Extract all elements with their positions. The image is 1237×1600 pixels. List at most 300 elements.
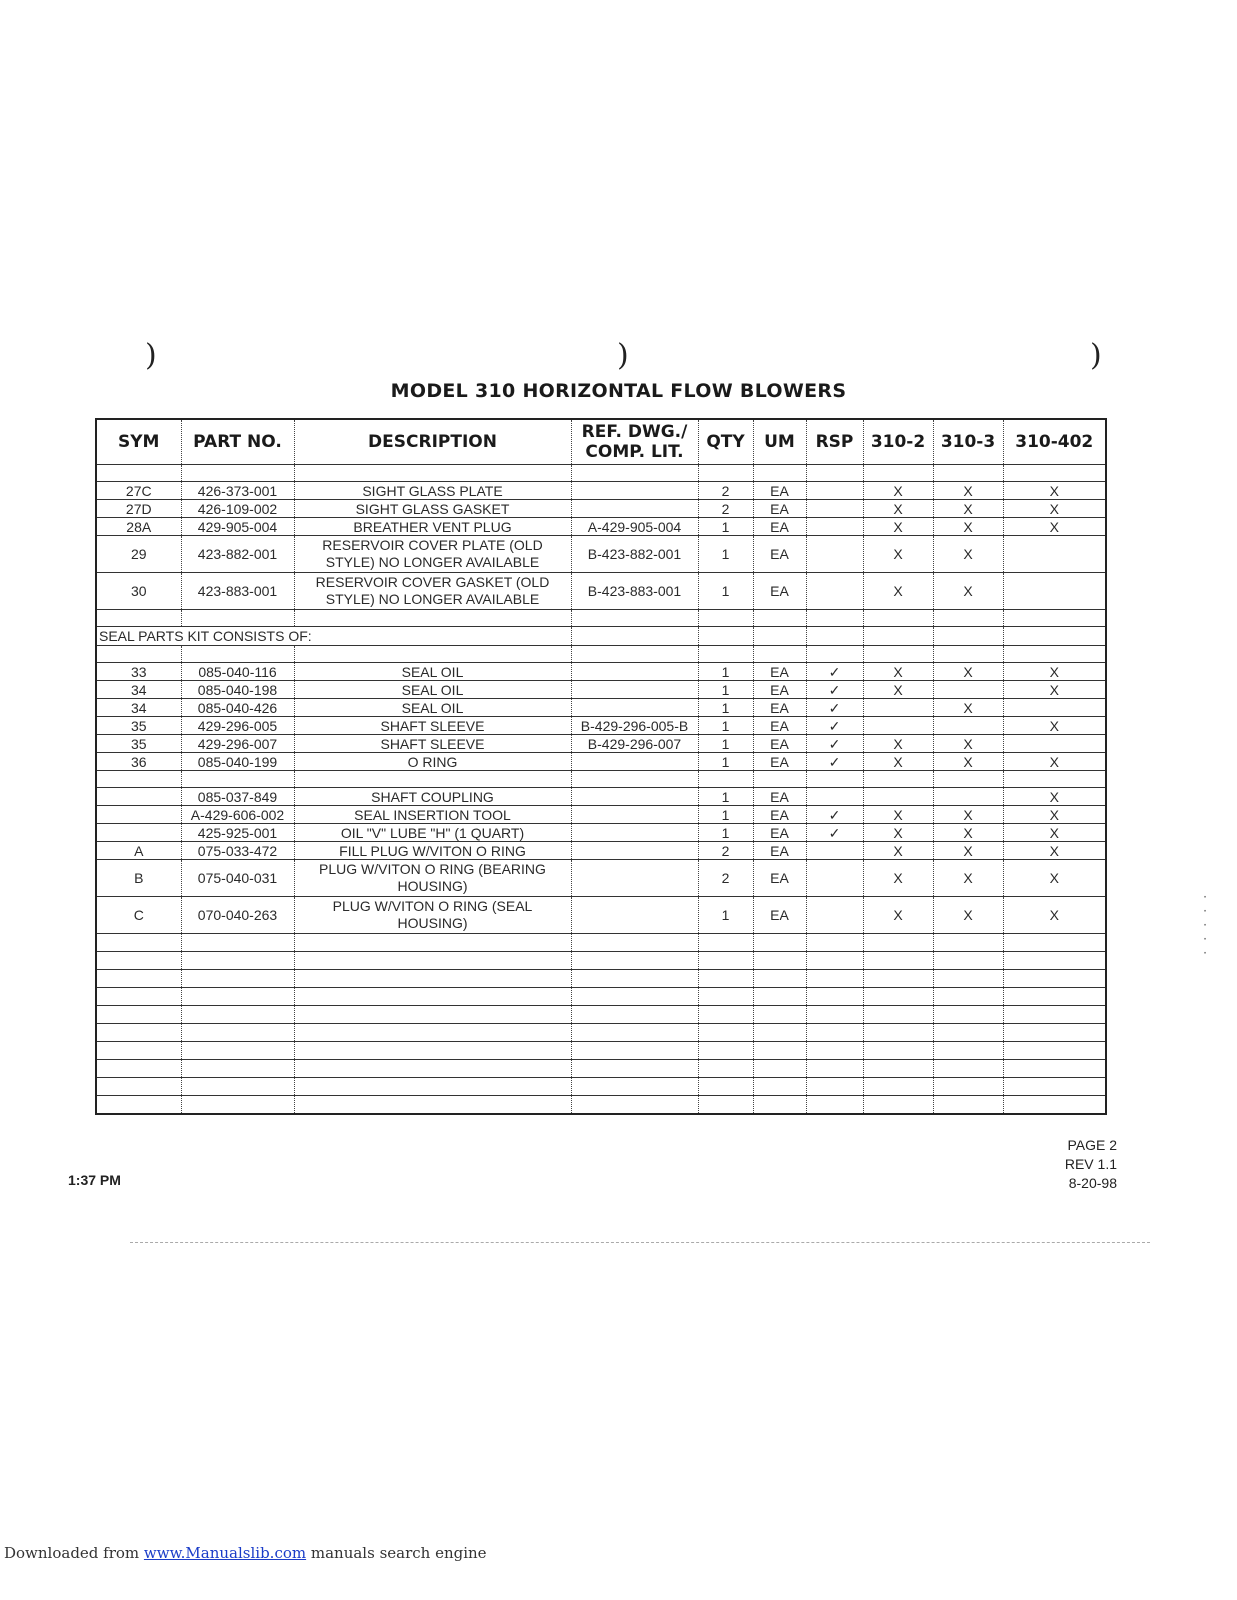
sym-cell: 33	[96, 663, 181, 681]
empty-cell	[698, 934, 753, 952]
empty-cell	[96, 1006, 181, 1024]
empty-cell	[571, 646, 698, 663]
ref-dwg-cell	[571, 788, 698, 806]
empty-cell	[96, 1042, 181, 1060]
empty-cell	[863, 970, 933, 988]
blank-row	[96, 988, 1106, 1006]
rsp-cell: ✓	[806, 824, 863, 842]
description-cell: SHAFT SLEEVE	[294, 717, 571, 735]
section-row	[96, 627, 1106, 646]
empty-cell	[863, 646, 933, 663]
header-sym: SYM	[96, 419, 181, 465]
um-cell: EA	[753, 717, 806, 735]
download-watermark	[4, 1544, 487, 1562]
table-row	[96, 717, 1106, 735]
ref-dwg-cell: B-423-882-001	[571, 536, 698, 573]
empty-cell	[863, 1006, 933, 1024]
empty-cell	[181, 646, 294, 663]
empty-cell	[806, 1060, 863, 1078]
um-cell: EA	[753, 860, 806, 897]
310-402-cell: X	[1003, 482, 1106, 500]
empty-cell	[806, 1096, 863, 1115]
rsp-cell	[806, 536, 863, 573]
310-3-cell: X	[933, 500, 1003, 518]
empty-cell	[181, 934, 294, 952]
rsp-cell	[806, 518, 863, 536]
310-402-cell: X	[1003, 717, 1106, 735]
manualslib-link[interactable]: www.Manualslib.com	[143, 1544, 307, 1562]
empty-cell	[571, 988, 698, 1006]
empty-cell	[933, 952, 1003, 970]
empty-cell	[571, 1006, 698, 1024]
description-cell: SHAFT SLEEVE	[294, 735, 571, 753]
empty-cell	[1003, 771, 1106, 788]
print-time: 1:37 PM	[68, 1172, 121, 1188]
empty-cell	[698, 771, 753, 788]
empty-cell	[571, 952, 698, 970]
blank-row	[96, 1078, 1106, 1096]
empty-cell	[863, 934, 933, 952]
empty-cell	[294, 1078, 571, 1096]
310-2-cell: X	[863, 518, 933, 536]
spacer-row	[96, 610, 1106, 627]
part-no-cell: 085-040-426	[181, 699, 294, 717]
empty-cell	[1003, 627, 1106, 646]
ref-dwg-cell	[571, 824, 698, 842]
part-no-cell: 075-040-031	[181, 860, 294, 897]
header-rsp: RSP	[806, 419, 863, 465]
310-3-cell: X	[933, 536, 1003, 573]
rsp-cell: ✓	[806, 681, 863, 699]
empty-cell	[698, 610, 753, 627]
empty-cell	[806, 952, 863, 970]
parts-table-body	[96, 465, 1106, 1115]
310-3-cell: X	[933, 806, 1003, 824]
empty-cell	[698, 1060, 753, 1078]
empty-cell	[753, 771, 806, 788]
empty-cell	[1003, 1078, 1106, 1096]
ref-dwg-cell	[571, 482, 698, 500]
description-cell: SEAL OIL	[294, 681, 571, 699]
header-310-2: 310-2	[863, 419, 933, 465]
empty-cell	[181, 1006, 294, 1024]
empty-cell	[806, 988, 863, 1006]
empty-cell	[1003, 970, 1106, 988]
blank-row	[96, 1096, 1106, 1115]
qty-cell: 1	[698, 699, 753, 717]
part-no-cell: 070-040-263	[181, 897, 294, 934]
310-3-cell: X	[933, 897, 1003, 934]
empty-cell	[1003, 1006, 1106, 1024]
qty-cell: 1	[698, 681, 753, 699]
part-no-cell: 426-109-002	[181, 500, 294, 518]
empty-cell	[863, 1060, 933, 1078]
rsp-cell	[806, 897, 863, 934]
empty-cell	[96, 970, 181, 988]
header-description: DESCRIPTION	[294, 419, 571, 465]
empty-cell	[698, 646, 753, 663]
empty-cell	[933, 1096, 1003, 1115]
empty-cell	[753, 1078, 806, 1096]
sym-cell	[96, 806, 181, 824]
310-2-cell: X	[863, 573, 933, 610]
empty-cell	[933, 627, 1003, 646]
description-cell: SIGHT GLASS PLATE	[294, 482, 571, 500]
part-no-cell: 425-925-001	[181, 824, 294, 842]
page-title: MODEL 310 HORIZONTAL FLOW BLOWERS	[390, 380, 847, 402]
table-row	[96, 536, 1106, 573]
empty-cell	[294, 1042, 571, 1060]
table-row	[96, 753, 1106, 771]
revision: REV 1.1	[1064, 1156, 1117, 1172]
310-402-cell: X	[1003, 753, 1106, 771]
empty-cell	[863, 1042, 933, 1060]
rsp-cell: ✓	[806, 806, 863, 824]
empty-cell	[571, 610, 698, 627]
empty-cell	[933, 610, 1003, 627]
310-402-cell: X	[1003, 897, 1106, 934]
table-row	[96, 842, 1106, 860]
empty-cell	[753, 465, 806, 482]
empty-cell	[294, 1006, 571, 1024]
310-402-cell	[1003, 573, 1106, 610]
table-row	[96, 860, 1106, 897]
blank-row	[96, 1024, 1106, 1042]
310-2-cell	[863, 699, 933, 717]
310-2-cell: X	[863, 663, 933, 681]
description-cell: BREATHER VENT PLUG	[294, 518, 571, 536]
table-header-row	[96, 419, 1106, 465]
part-no-cell: 426-373-001	[181, 482, 294, 500]
spacer-row	[96, 646, 1106, 663]
empty-cell	[1003, 646, 1106, 663]
sym-cell: 35	[96, 717, 181, 735]
empty-cell	[753, 988, 806, 1006]
empty-cell	[753, 610, 806, 627]
watermark-prefix: Downloaded from	[4, 1544, 144, 1562]
blank-row	[96, 1042, 1106, 1060]
qty-cell: 1	[698, 573, 753, 610]
empty-cell	[96, 771, 181, 788]
empty-cell	[294, 465, 571, 482]
310-2-cell	[863, 788, 933, 806]
empty-cell	[181, 1060, 294, 1078]
header-um: UM	[753, 419, 806, 465]
header-ref-dwg: REF. DWG./ COMP. LIT.	[571, 419, 698, 465]
empty-cell	[698, 970, 753, 988]
part-no-cell: 075-033-472	[181, 842, 294, 860]
ref-dwg-cell	[571, 806, 698, 824]
empty-cell	[181, 952, 294, 970]
sym-cell	[96, 824, 181, 842]
scan-dashed-rule	[130, 1242, 1150, 1243]
qty-cell: 1	[698, 806, 753, 824]
empty-cell	[1003, 1042, 1106, 1060]
empty-cell	[933, 934, 1003, 952]
um-cell: EA	[753, 897, 806, 934]
sym-cell: 28A	[96, 518, 181, 536]
qty-cell: 2	[698, 842, 753, 860]
empty-cell	[933, 988, 1003, 1006]
empty-cell	[933, 1078, 1003, 1096]
rsp-cell	[806, 500, 863, 518]
310-3-cell: X	[933, 735, 1003, 753]
empty-cell	[571, 970, 698, 988]
binder-hole-mark-center: )	[617, 338, 629, 373]
empty-cell	[571, 1096, 698, 1115]
table-row	[96, 500, 1106, 518]
empty-cell	[753, 970, 806, 988]
description-cell: SEAL OIL	[294, 663, 571, 681]
table-row	[96, 482, 1106, 500]
part-no-cell: 085-040-116	[181, 663, 294, 681]
qty-cell: 1	[698, 518, 753, 536]
310-3-cell	[933, 717, 1003, 735]
empty-cell	[863, 465, 933, 482]
310-3-cell: X	[933, 860, 1003, 897]
310-2-cell: X	[863, 860, 933, 897]
um-cell: EA	[753, 536, 806, 573]
310-402-cell	[1003, 536, 1106, 573]
header-qty: QTY	[698, 419, 753, 465]
description-cell: O RING	[294, 753, 571, 771]
rsp-cell	[806, 482, 863, 500]
310-2-cell: X	[863, 753, 933, 771]
qty-cell: 2	[698, 860, 753, 897]
sym-cell: 30	[96, 573, 181, 610]
empty-cell	[294, 934, 571, 952]
310-402-cell: X	[1003, 788, 1106, 806]
ref-dwg-cell: B-423-883-001	[571, 573, 698, 610]
empty-cell	[698, 988, 753, 1006]
empty-cell	[571, 1024, 698, 1042]
empty-cell	[863, 1078, 933, 1096]
310-402-cell: X	[1003, 806, 1106, 824]
table-row	[96, 897, 1106, 934]
310-3-cell: X	[933, 824, 1003, 842]
description-cell: RESERVOIR COVER GASKET (OLD STYLE) NO LONGER AVAILABLE	[294, 573, 571, 610]
qty-cell: 1	[698, 663, 753, 681]
empty-cell	[753, 1096, 806, 1115]
um-cell: EA	[753, 788, 806, 806]
sym-cell: 34	[96, 681, 181, 699]
ref-dwg-cell	[571, 500, 698, 518]
rsp-cell	[806, 842, 863, 860]
table-row	[96, 788, 1106, 806]
310-2-cell: X	[863, 806, 933, 824]
empty-cell	[96, 988, 181, 1006]
empty-cell	[1003, 934, 1106, 952]
310-402-cell: X	[1003, 860, 1106, 897]
sym-cell: 27D	[96, 500, 181, 518]
empty-cell	[294, 610, 571, 627]
ref-dwg-cell	[571, 860, 698, 897]
header-part-no: PART NO.	[181, 419, 294, 465]
empty-cell	[698, 1006, 753, 1024]
empty-cell	[1003, 1024, 1106, 1042]
310-3-cell: X	[933, 573, 1003, 610]
description-cell: SHAFT COUPLING	[294, 788, 571, 806]
empty-cell	[753, 1024, 806, 1042]
empty-cell	[571, 1060, 698, 1078]
table-row	[96, 518, 1106, 536]
empty-cell	[698, 627, 753, 646]
um-cell: EA	[753, 753, 806, 771]
empty-cell	[294, 988, 571, 1006]
empty-cell	[294, 1024, 571, 1042]
table-row	[96, 663, 1106, 681]
description-cell: RESERVOIR COVER PLATE (OLD STYLE) NO LONGER AVAILABLE	[294, 536, 571, 573]
part-no-cell: 429-905-004	[181, 518, 294, 536]
section-label: SEAL PARTS KIT CONSISTS OF:	[96, 627, 571, 646]
description-cell: PLUG W/VITON O RING (SEAL HOUSING)	[294, 897, 571, 934]
part-no-cell: 423-882-001	[181, 536, 294, 573]
um-cell: EA	[753, 663, 806, 681]
description-cell: PLUG W/VITON O RING (BEARING HOUSING)	[294, 860, 571, 897]
310-402-cell	[1003, 735, 1106, 753]
empty-cell	[806, 627, 863, 646]
empty-cell	[571, 1042, 698, 1060]
qty-cell: 2	[698, 482, 753, 500]
empty-cell	[863, 1024, 933, 1042]
header-310-3: 310-3	[933, 419, 1003, 465]
table-row	[96, 681, 1106, 699]
310-3-cell	[933, 788, 1003, 806]
empty-cell	[753, 952, 806, 970]
rsp-cell	[806, 860, 863, 897]
table-row	[96, 824, 1106, 842]
um-cell: EA	[753, 518, 806, 536]
part-no-cell: 085-040-198	[181, 681, 294, 699]
um-cell: EA	[753, 482, 806, 500]
sym-cell: 35	[96, 735, 181, 753]
um-cell: EA	[753, 500, 806, 518]
rsp-cell: ✓	[806, 717, 863, 735]
empty-cell	[96, 1096, 181, 1115]
description-cell: OIL "V" LUBE "H" (1 QUART)	[294, 824, 571, 842]
empty-cell	[806, 1006, 863, 1024]
rsp-cell: ✓	[806, 753, 863, 771]
ref-dwg-cell	[571, 699, 698, 717]
empty-cell	[181, 771, 294, 788]
part-no-cell: 429-296-007	[181, 735, 294, 753]
310-2-cell: X	[863, 482, 933, 500]
qty-cell: 1	[698, 753, 753, 771]
empty-cell	[1003, 610, 1106, 627]
um-cell: EA	[753, 842, 806, 860]
description-cell: SEAL INSERTION TOOL	[294, 806, 571, 824]
table-row	[96, 735, 1106, 753]
empty-cell	[806, 934, 863, 952]
ref-dwg-cell	[571, 663, 698, 681]
empty-cell	[933, 1024, 1003, 1042]
qty-cell: 1	[698, 536, 753, 573]
sym-cell: 36	[96, 753, 181, 771]
310-402-cell: X	[1003, 681, 1106, 699]
empty-cell	[181, 970, 294, 988]
qty-cell: 1	[698, 735, 753, 753]
empty-cell	[571, 771, 698, 788]
empty-cell	[294, 952, 571, 970]
310-402-cell: X	[1003, 842, 1106, 860]
um-cell: EA	[753, 699, 806, 717]
empty-cell	[96, 610, 181, 627]
part-no-cell: 423-883-001	[181, 573, 294, 610]
empty-cell	[181, 988, 294, 1006]
sym-cell: B	[96, 860, 181, 897]
sym-cell: 27C	[96, 482, 181, 500]
spacer-row	[96, 465, 1106, 482]
empty-cell	[571, 627, 698, 646]
qty-cell: 2	[698, 500, 753, 518]
binder-hole-mark-right: )	[1090, 338, 1102, 373]
um-cell: EA	[753, 824, 806, 842]
310-2-cell: X	[863, 500, 933, 518]
blank-row	[96, 1060, 1106, 1078]
310-402-cell	[1003, 699, 1106, 717]
ref-dwg-cell	[571, 753, 698, 771]
empty-cell	[698, 1024, 753, 1042]
blank-row	[96, 952, 1106, 970]
310-402-cell: X	[1003, 500, 1106, 518]
ref-dwg-cell: B-429-296-007	[571, 735, 698, 753]
empty-cell	[933, 1042, 1003, 1060]
empty-cell	[571, 465, 698, 482]
empty-cell	[181, 610, 294, 627]
spacer-row	[96, 771, 1106, 788]
310-2-cell: X	[863, 824, 933, 842]
empty-cell	[806, 771, 863, 788]
empty-cell	[181, 465, 294, 482]
ref-dwg-cell	[571, 681, 698, 699]
rsp-cell: ✓	[806, 699, 863, 717]
empty-cell	[96, 952, 181, 970]
empty-cell	[863, 952, 933, 970]
empty-cell	[933, 646, 1003, 663]
sym-cell: A	[96, 842, 181, 860]
um-cell: EA	[753, 573, 806, 610]
blank-row	[96, 1006, 1106, 1024]
empty-cell	[96, 1024, 181, 1042]
empty-cell	[1003, 465, 1106, 482]
description-cell: FILL PLUG W/VITON O RING	[294, 842, 571, 860]
310-3-cell: X	[933, 753, 1003, 771]
310-3-cell: X	[933, 842, 1003, 860]
qty-cell: 1	[698, 788, 753, 806]
part-no-cell: 085-037-849	[181, 788, 294, 806]
empty-cell	[96, 646, 181, 663]
description-cell: SEAL OIL	[294, 699, 571, 717]
310-402-cell: X	[1003, 663, 1106, 681]
empty-cell	[181, 1042, 294, 1060]
310-3-cell	[933, 681, 1003, 699]
rsp-cell: ✓	[806, 735, 863, 753]
empty-cell	[96, 465, 181, 482]
empty-cell	[181, 1024, 294, 1042]
empty-cell	[96, 934, 181, 952]
310-2-cell: X	[863, 735, 933, 753]
sym-cell: 34	[96, 699, 181, 717]
empty-cell	[1003, 988, 1106, 1006]
empty-cell	[753, 627, 806, 646]
revision-date: 8-20-98	[1068, 1175, 1117, 1191]
part-no-cell: 085-040-199	[181, 753, 294, 771]
empty-cell	[1003, 952, 1106, 970]
310-3-cell: X	[933, 482, 1003, 500]
empty-cell	[571, 934, 698, 952]
binder-hole-mark-left: )	[145, 338, 157, 373]
empty-cell	[933, 465, 1003, 482]
